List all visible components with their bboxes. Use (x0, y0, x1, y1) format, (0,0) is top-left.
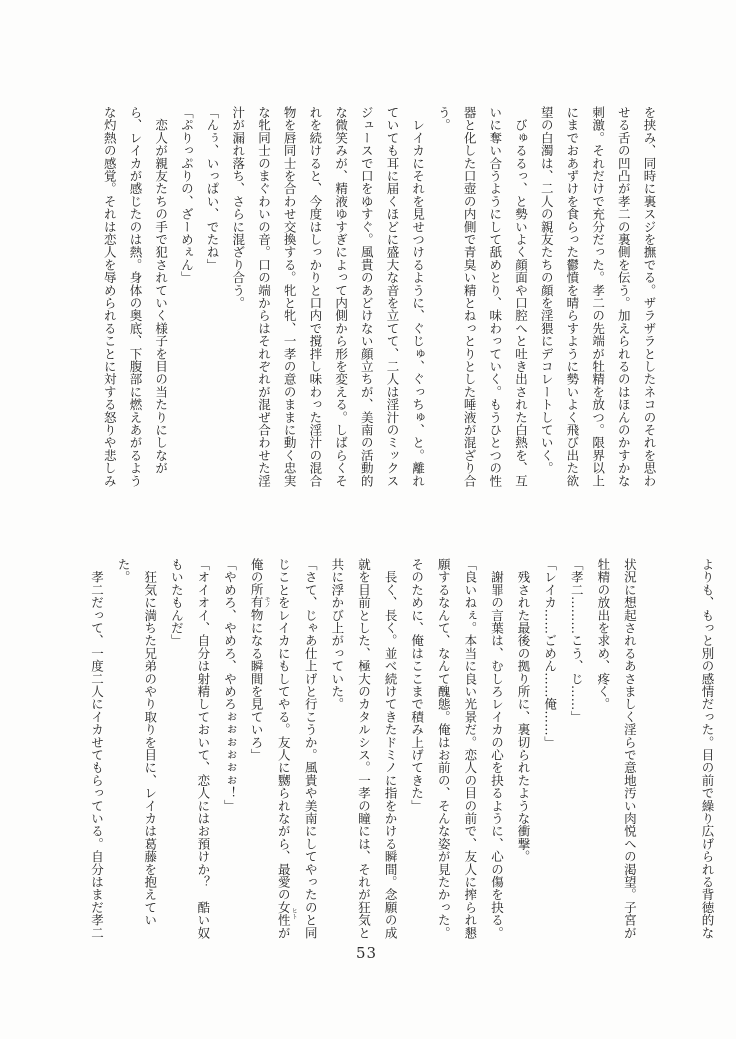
text-column: びゅるるっ、と勢いよく顔面や口腔へと吐き出された白熱を、互 (513, 106, 529, 487)
text-column: 「良いねぇ。本当に良い光景だ。恋人の目の前で、友人に搾られ懇 (462, 558, 478, 939)
text-column: な牝同士のまぐわいの音。口の端からはそれぞれが混ぜ合わせた淫 (256, 106, 272, 487)
text-column: 狂気に満ちた兄弟のやり取りを目に、レイカは葛藤を抱えてい (142, 558, 158, 927)
text-column: 状況に想起されるあさましく淫らで意地汚い肉悦への渇望。子宮が (622, 558, 638, 939)
text-column: 物を唇同士を合わせ交換する。牝と牝、一孝の意のままに動く忠実 (282, 106, 298, 487)
text-column: 俺の所有物 モノになる瞬間を見ていろ」 (249, 558, 271, 762)
text-column: 共に浮かび上がっていた。 (329, 558, 345, 711)
text-column: 孝二だって、一度二人にイカせてもらっている。自分はまだ孝二 (89, 558, 105, 939)
text-column: 「ぷりっぷりの、ざーめぇん」 (179, 106, 195, 284)
text-column: う。 (436, 106, 452, 132)
text-column: 汁が漏れ落ち、さらに混ざり合う。 (230, 106, 246, 310)
text-column: れを続けると、今度はしっかりと口内で撹拌し味わった淫汁の混合 (307, 106, 323, 487)
text-column: 「んぅ、いっぱい、でたね」 (205, 106, 221, 272)
text-column: ら、レイカが感じたのは熱。身体の奥底、下腹部に燃えあがるよう (127, 106, 143, 487)
text-column: 恋人が親友たちの手で犯されていく様子を目の当たりにしなが (153, 106, 169, 475)
text-column: 就を目前とした、極大のカタルシス。一孝の瞳には、それが狂気と (356, 558, 372, 939)
text-column: そのために、俺はここまで積み上げてきた」 (409, 558, 425, 812)
text-column: 謝罪の言葉は、むしろレイカの心を抉るように、心の傷を抉る。 (489, 558, 505, 939)
text-column: 残された最後の拠り所に、裏切られたような衝撃。 (516, 558, 532, 863)
text-column: 刺激。それだけで充分だった。孝二の先端が牡精を放つ。限界以上 (590, 106, 606, 487)
text-column: 「やめろ、やめろ、やめろぉぉぉぉぉぉ！」 (222, 558, 238, 812)
text-column: いに奪い合うようにして舐めとり、味わっていく。もうひとつの性 (487, 106, 503, 487)
bottom-text-block (83, 558, 720, 953)
text-column: じことをレイカにもしてやる。友人に嬲られながら、最愛の女性 ヒトが (276, 558, 298, 940)
text-column: レイカにそれを見せつけるように、ぐじゅ、ぐっちゅ、と。離れ (410, 106, 426, 487)
text-column: な微笑みが、精液ゆすぎによって内側から形を変える。しばらくそ (333, 106, 349, 487)
text-column: 長く、長く。並べ続けてきたドミノに指をかける瞬間。念願の成 (383, 558, 399, 939)
text-column: 「孝二………こう、じ……」 (569, 558, 585, 724)
text-column: よりも、もっと別の感情だった。目の前で繰り広げられる背徳的な (700, 558, 715, 939)
text-column: 望の白濁は、二人の親友たちの顔を淫猥にデコレートしていく。 (539, 106, 555, 475)
text-column: を挟み、同時に裏スジを撫でる。ザラザラとしたネコのそれを思わ (642, 106, 657, 487)
text-column: ていても耳に届くほどに盛大な音を立てて、二人は淫汁のミックス (384, 106, 400, 487)
text-column: な灼熱の感覚。それは恋人を辱められることに対する怒りや悲しみ (102, 106, 118, 487)
text-column: にまでおあずけを食らった鬱憤を晴らすように勢いよく飛び出た欲 (564, 106, 580, 487)
text-column: もいたもんだ」 (169, 558, 185, 647)
text-column: 「オイオイ、自分は射精しておいて、恋人にはお預けか？ 酷い奴 (195, 558, 211, 939)
text-column: 牡精の放出を求め、疼く。 (595, 558, 611, 711)
text-column: た。 (116, 558, 132, 584)
text-column: 「レイカ……ごめん……俺……」 (542, 558, 558, 749)
text-column: せる舌の凹凸が孝二の裏側を伝う。加えられるのはほんのかすかな (616, 106, 632, 487)
page-number: 53 (356, 944, 378, 962)
text-column: 「さて、じゃあ仕上げと行こうか。風貴や美南にしてやったのと同 (303, 558, 319, 939)
text-column: 器と化した口壺の内側で青臭い精とねっとりとした唾液が混ざり合 (462, 106, 478, 487)
top-text-block (97, 106, 662, 496)
text-column: ジュースで口をゆすぐ。風貴のあどけない顔立ちが、美南の活動的 (359, 106, 375, 487)
text-column: 願するなんて、なんて醜態。俺はお前の、そんな姿が見たかった。 (436, 558, 452, 939)
